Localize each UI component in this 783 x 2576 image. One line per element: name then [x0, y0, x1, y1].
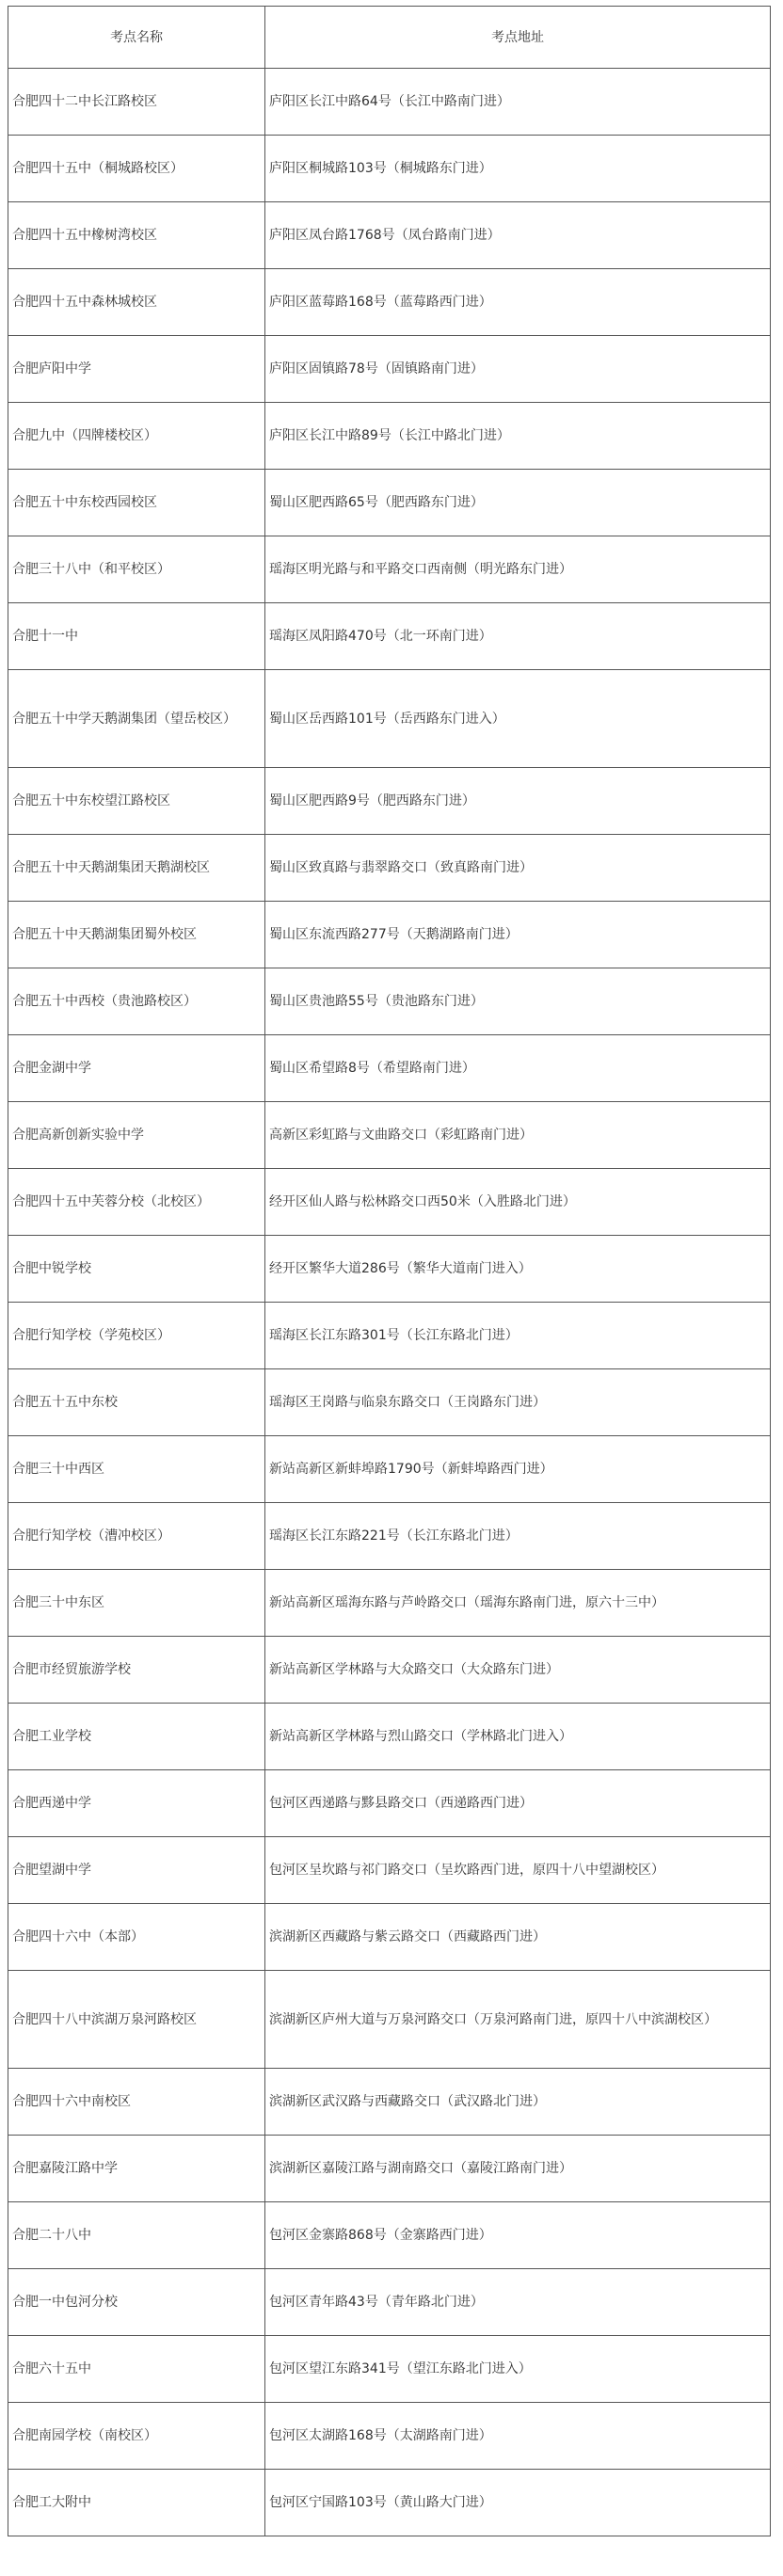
- site-name-cell: 合肥三十八中（和平校区）: [8, 536, 265, 603]
- site-address-cell: 蜀山区贵池路55号（贵池路东门进）: [265, 968, 771, 1035]
- site-address-cell: 蜀山区岳西路101号（岳西路东门进入）: [265, 670, 771, 768]
- table-row: [8, 2069, 771, 2136]
- site-name-cell: 合肥四十二中长江路校区: [8, 69, 265, 136]
- site-name-cell: 合肥三十中东区: [8, 1570, 265, 1637]
- site-address-cell: 蜀山区致真路与翡翠路交口（致真路南门进）: [265, 835, 771, 902]
- table-row: [8, 835, 771, 902]
- site-name-cell: 合肥二十八中: [8, 2202, 265, 2269]
- site-name-cell: 合肥高新创新实验中学: [8, 1102, 265, 1169]
- site-address-cell: 蜀山区东流西路277号（天鹅湖路南门进）: [265, 902, 771, 968]
- site-name-cell: 合肥四十五中森林城校区: [8, 269, 265, 336]
- site-address-cell: 经开区仙人路与松林路交口西50米（入胜路北门进）: [265, 1169, 771, 1236]
- site-name-cell: 合肥九中（四牌楼校区）: [8, 403, 265, 470]
- site-name-cell: 合肥南园学校（南校区）: [8, 2403, 265, 2470]
- site-name-cell: 合肥三十中西区: [8, 1436, 265, 1503]
- site-address-cell: 新站高新区学林路与烈山路交口（学林路北门进入）: [265, 1704, 771, 1770]
- table-row: [8, 1570, 771, 1637]
- table-row: [8, 2136, 771, 2202]
- table-row: [8, 1837, 771, 1904]
- site-name-cell: 合肥六十五中: [8, 2336, 265, 2403]
- table-row: [8, 2202, 771, 2269]
- site-name-cell: 合肥庐阳中学: [8, 336, 265, 403]
- table-row: [8, 202, 771, 269]
- site-address-cell: 蜀山区肥西路65号（肥西路东门进）: [265, 470, 771, 536]
- site-address-cell: 包河区太湖路168号（太湖路南门进）: [265, 2403, 771, 2470]
- site-name-cell: 合肥四十八中滨湖万泉河路校区: [8, 1971, 265, 2069]
- site-name-cell: 合肥五十中天鹅湖集团蜀外校区: [8, 902, 265, 968]
- site-name-cell: 合肥行知学校（学苑校区）: [8, 1303, 265, 1369]
- site-name-cell: 合肥四十六中（本部）: [8, 1904, 265, 1971]
- site-name-cell: 合肥五十中天鹅湖集团天鹅湖校区: [8, 835, 265, 902]
- table-row: [8, 403, 771, 470]
- site-address-cell: 包河区金寨路868号（金寨路西门进）: [265, 2202, 771, 2269]
- header-site-name: 考点名称: [8, 7, 265, 69]
- site-address-cell: 庐阳区凤台路1768号（凤台路南门进）: [265, 202, 771, 269]
- site-name-cell: 合肥五十中东校西园校区: [8, 470, 265, 536]
- site-name-cell: 合肥工业学校: [8, 1704, 265, 1770]
- site-name-cell: 合肥五十中学天鹅湖集团（望岳校区）: [8, 670, 265, 768]
- site-address-cell: 新站高新区学林路与大众路交口（大众路东门进）: [265, 1637, 771, 1704]
- site-address-cell: 瑶海区明光路与和平路交口西南侧（明光路东门进）: [265, 536, 771, 603]
- table-row: [8, 1169, 771, 1236]
- table-row: [8, 1904, 771, 1971]
- site-address-cell: 瑶海区长江东路221号（长江东路北门进）: [265, 1503, 771, 1570]
- site-address-cell: 滨湖新区武汉路与西藏路交口（武汉路北门进）: [265, 2069, 771, 2136]
- site-address-cell: 庐阳区长江中路89号（长江中路北门进）: [265, 403, 771, 470]
- site-address-cell: 庐阳区桐城路103号（桐城路东门进）: [265, 136, 771, 202]
- table-row: [8, 69, 771, 136]
- site-address-cell: 滨湖新区嘉陵江路与湖南路交口（嘉陵江路南门进）: [265, 2136, 771, 2202]
- site-address-cell: 蜀山区希望路8号（希望路南门进）: [265, 1035, 771, 1102]
- site-address-cell: 高新区彩虹路与文曲路交口（彩虹路南门进）: [265, 1102, 771, 1169]
- site-name-cell: 合肥一中包河分校: [8, 2269, 265, 2336]
- table-row: [8, 2403, 771, 2470]
- site-address-cell: 蜀山区肥西路9号（肥西路东门进）: [265, 768, 771, 835]
- site-address-cell: 经开区繁华大道286号（繁华大道南门进入）: [265, 1236, 771, 1303]
- table-row: [8, 1102, 771, 1169]
- site-name-cell: 合肥四十五中芙蓉分校（北校区）: [8, 1169, 265, 1236]
- table-row: [8, 670, 771, 768]
- site-name-cell: 合肥五十中西校（贵池路校区）: [8, 968, 265, 1035]
- table-row: [8, 603, 771, 670]
- site-name-cell: 合肥望湖中学: [8, 1837, 265, 1904]
- exam-site-sheet: [8, 6, 770, 2536]
- site-name-cell: 合肥五十五中东校: [8, 1369, 265, 1436]
- table-row: [8, 1436, 771, 1503]
- table-row: [8, 1303, 771, 1369]
- site-address-cell: 新站高新区瑶海东路与芦岭路交口（瑶海东路南门进，原六十三中）: [265, 1570, 771, 1637]
- site-name-cell: 合肥五十中东校望江路校区: [8, 768, 265, 835]
- site-name-cell: 合肥四十五中橡树湾校区: [8, 202, 265, 269]
- table-row: [8, 1503, 771, 1570]
- table-row: [8, 2336, 771, 2403]
- header-site-address: 考点地址: [265, 7, 771, 69]
- site-address-cell: 庐阳区长江中路64号（长江中路南门进）: [265, 69, 771, 136]
- site-address-cell: 滨湖新区庐州大道与万泉河路交口（万泉河路南门进，原四十八中滨湖校区）: [265, 1971, 771, 2069]
- site-address-cell: 包河区望江东路341号（望江东路北门进入）: [265, 2336, 771, 2403]
- site-name-cell: 合肥金湖中学: [8, 1035, 265, 1102]
- site-address-cell: 庐阳区蓝莓路168号（蓝莓路西门进）: [265, 269, 771, 336]
- table-row: [8, 336, 771, 403]
- table-row: [8, 2470, 771, 2536]
- site-name-cell: 合肥十一中: [8, 603, 265, 670]
- site-address-cell: 瑶海区王岗路与临泉东路交口（王岗路东门进）: [265, 1369, 771, 1436]
- table-row: [8, 1637, 771, 1704]
- site-address-cell: 包河区青年路43号（青年路北门进）: [265, 2269, 771, 2336]
- table-row: [8, 136, 771, 202]
- table-row: [8, 470, 771, 536]
- site-name-cell: 合肥行知学校（漕冲校区）: [8, 1503, 265, 1570]
- site-address-cell: 包河区西递路与黟县路交口（西递路西门进）: [265, 1770, 771, 1837]
- site-address-cell: 包河区宁国路103号（黄山路大门进）: [265, 2470, 771, 2536]
- table-row: [8, 1971, 771, 2069]
- site-name-cell: 合肥工大附中: [8, 2470, 265, 2536]
- site-name-cell: 合肥市经贸旅游学校: [8, 1637, 265, 1704]
- table-row: [8, 536, 771, 603]
- table-row: [8, 902, 771, 968]
- table-row: [8, 1369, 771, 1436]
- table-body: [8, 69, 771, 2536]
- site-address-cell: 包河区呈坎路与祁门路交口（呈坎路西门进，原四十八中望湖校区）: [265, 1837, 771, 1904]
- header-row: [8, 7, 771, 69]
- site-name-cell: 合肥四十六中南校区: [8, 2069, 265, 2136]
- table-row: [8, 269, 771, 336]
- site-address-cell: 瑶海区长江东路301号（长江东路北门进）: [265, 1303, 771, 1369]
- table-row: [8, 968, 771, 1035]
- site-name-cell: 合肥嘉陵江路中学: [8, 2136, 265, 2202]
- table-row: [8, 2269, 771, 2336]
- site-address-cell: 庐阳区固镇路78号（固镇路南门进）: [265, 336, 771, 403]
- site-name-cell: 合肥中锐学校: [8, 1236, 265, 1303]
- table-row: [8, 1236, 771, 1303]
- exam-site-table: [8, 6, 771, 2536]
- site-address-cell: 滨湖新区西藏路与紫云路交口（西藏路西门进）: [265, 1904, 771, 1971]
- site-address-cell: 新站高新区新蚌埠路1790号（新蚌埠路西门进）: [265, 1436, 771, 1503]
- site-name-cell: 合肥西递中学: [8, 1770, 265, 1837]
- table-row: [8, 1704, 771, 1770]
- table-row: [8, 1770, 771, 1837]
- site-address-cell: 瑶海区凤阳路470号（北一环南门进）: [265, 603, 771, 670]
- table-row: [8, 1035, 771, 1102]
- table-row: [8, 768, 771, 835]
- site-name-cell: 合肥四十五中（桐城路校区）: [8, 136, 265, 202]
